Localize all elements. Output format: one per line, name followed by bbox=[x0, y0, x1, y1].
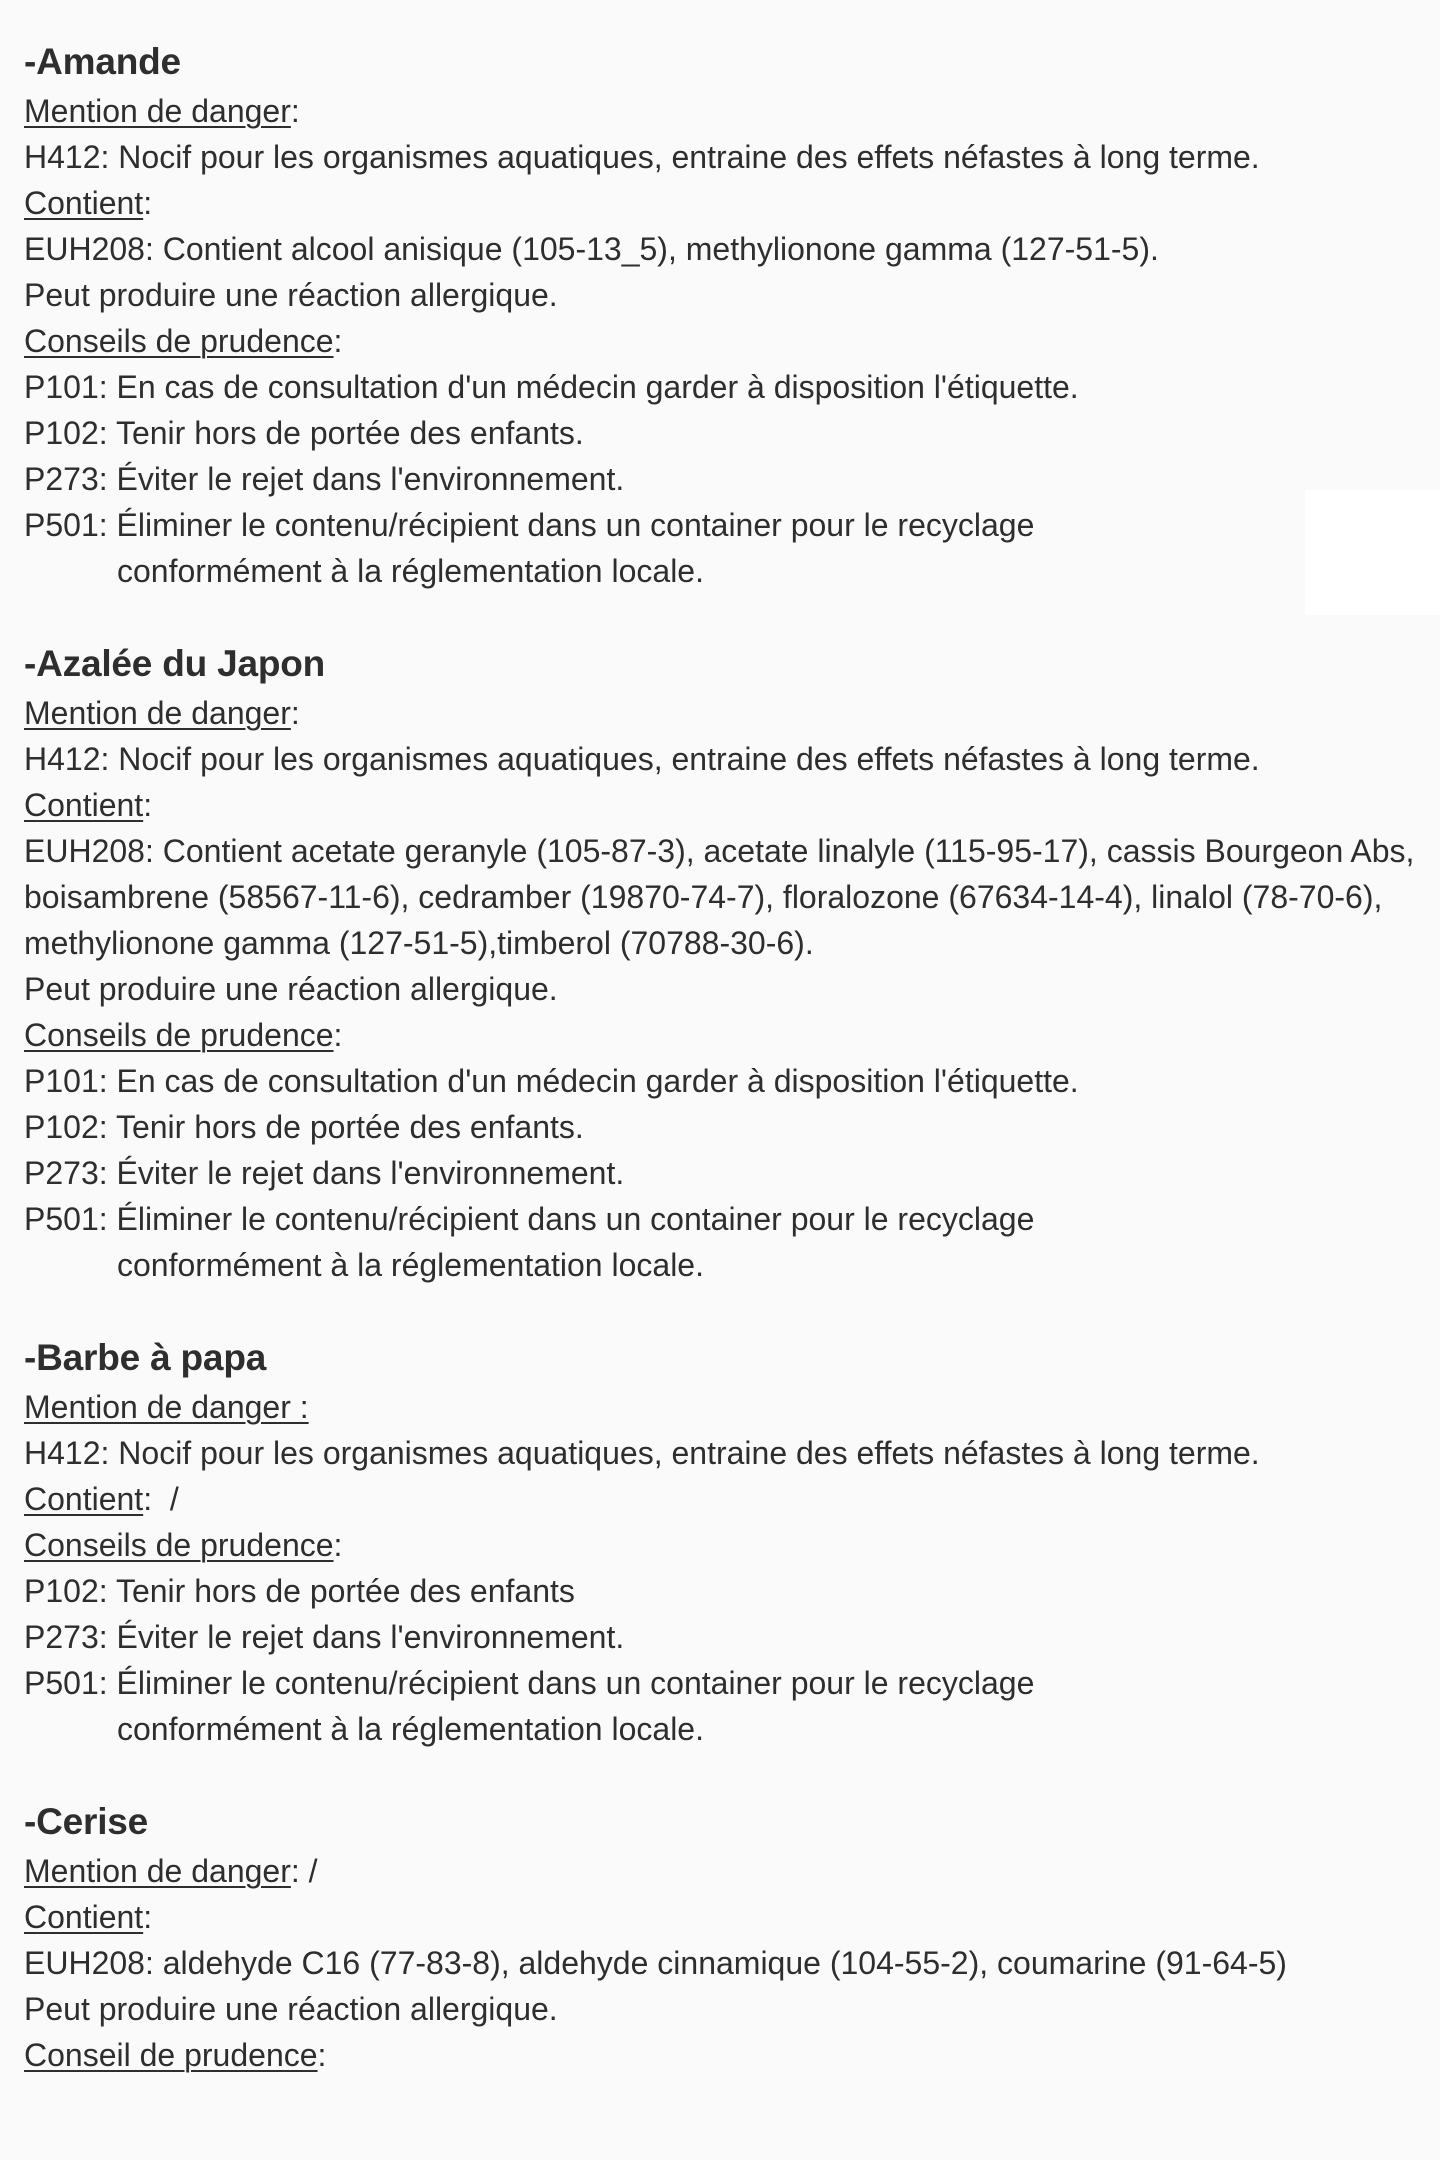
section-title: -Cerise bbox=[24, 1801, 149, 1842]
advice-p101: P101: En cas de consultation d'un médecin garder à disposition l'étiquette. bbox=[24, 1063, 1079, 1099]
advice-p501: P501: Éliminer le contenu/récipient dans un container pour le recyclage bbox=[24, 1665, 1035, 1701]
contains-heading bbox=[24, 1476, 1424, 1522]
safety-document bbox=[24, 38, 1424, 2124]
contains-suffix: : bbox=[143, 185, 153, 221]
section-title: -Azalée du Japon bbox=[24, 643, 326, 684]
advice-label: Conseil de prudence bbox=[24, 2037, 318, 2073]
advice-p501: P501: Éliminer le contenu/récipient dans un container pour le recyclage bbox=[24, 1201, 1035, 1237]
advice-heading bbox=[24, 2032, 1424, 2078]
advice-p501: P501: Éliminer le contenu/récipient dans un container pour le recyclage bbox=[24, 507, 1035, 543]
advice-suffix: : bbox=[333, 323, 343, 359]
danger-label: Mention de danger bbox=[24, 695, 291, 731]
section-title: -Amande bbox=[24, 41, 181, 82]
contains-suffix: : bbox=[143, 1899, 153, 1935]
advice-p273: P273: Éviter le rejet dans l'environnement. bbox=[24, 1155, 625, 1191]
advice-p273: P273: Éviter le rejet dans l'environnement. bbox=[24, 461, 625, 497]
advice-label: Conseils de prudence bbox=[24, 1017, 334, 1053]
danger-heading bbox=[24, 1848, 1424, 1894]
advice-label: Conseils de prudence bbox=[24, 1527, 334, 1563]
contains-text: EUH208: Contient alcool anisique (105-13_5), methylionone gamma (127-51-5). bbox=[24, 231, 1159, 267]
advice-p102: P102: Tenir hors de portée des enfants bbox=[24, 1573, 575, 1609]
advice-p101: P101: En cas de consultation d'un médecin garder à disposition l'étiquette. bbox=[24, 369, 1079, 405]
danger-label: Mention de danger bbox=[24, 93, 291, 129]
contains-label: Contient bbox=[24, 787, 144, 823]
advice-suffix: : bbox=[317, 2037, 327, 2073]
contains-heading bbox=[24, 782, 1424, 828]
danger-line: H412: Nocif pour les organismes aquatiques, entraine des effets néfastes à long terme. bbox=[24, 139, 1260, 175]
section-cerise bbox=[24, 1798, 1424, 2078]
advice-suffix: : bbox=[333, 1527, 343, 1563]
allergy-text: Peut produire une réaction allergique. bbox=[24, 1991, 558, 2027]
danger-heading bbox=[24, 1384, 1424, 1430]
danger-line: H412: Nocif pour les organismes aquatiques, entraine des effets néfastes à long terme. bbox=[24, 741, 1260, 777]
advice-p102: P102: Tenir hors de portée des enfants. bbox=[24, 1109, 584, 1145]
advice-label: Conseils de prudence bbox=[24, 323, 334, 359]
section-barbe-a-papa bbox=[24, 1334, 1424, 1752]
advice-continuation: conformément à la réglementation locale. bbox=[117, 1711, 704, 1747]
danger-heading bbox=[24, 690, 1424, 736]
danger-suffix: : / bbox=[290, 1853, 318, 1889]
advice-heading bbox=[24, 318, 1424, 364]
advice-p102: P102: Tenir hors de portée des enfants. bbox=[24, 415, 584, 451]
danger-line: H412: Nocif pour les organismes aquatiques, entraine des effets néfastes à long terme. bbox=[24, 1435, 1260, 1471]
section-azalee-du-japon bbox=[24, 640, 1424, 1288]
danger-label: Mention de danger bbox=[24, 1853, 291, 1889]
section-amande bbox=[24, 38, 1424, 594]
section-title: -Barbe à papa bbox=[24, 1337, 267, 1378]
danger-heading bbox=[24, 88, 1424, 134]
allergy-text: Peut produire une réaction allergique. bbox=[24, 971, 558, 1007]
contains-suffix: : bbox=[143, 787, 153, 823]
contains-suffix: : / bbox=[143, 1481, 179, 1517]
contains-label: Contient bbox=[24, 1481, 144, 1517]
contains-label: Contient bbox=[24, 1899, 144, 1935]
danger-label: Mention de danger : bbox=[24, 1389, 309, 1425]
danger-suffix: : bbox=[290, 695, 300, 731]
advice-continuation: conformément à la réglementation locale. bbox=[117, 1247, 704, 1283]
allergy-text: Peut produire une réaction allergique. bbox=[24, 277, 558, 313]
advice-p273: P273: Éviter le rejet dans l'environnement. bbox=[24, 1619, 625, 1655]
contains-label: Contient bbox=[24, 185, 144, 221]
advice-heading bbox=[24, 1012, 1424, 1058]
advice-heading bbox=[24, 1522, 1424, 1568]
contains-heading bbox=[24, 1894, 1424, 1940]
danger-suffix: : bbox=[290, 93, 300, 129]
contains-text: EUH208: Contient acetate geranyle (105-87-3), acetate linalyle (115-95-17), cassis Bourgeon Abs, boisambrene (58567-11-6), cedramber (19870-74-7), floralozone (67634-14-4), linalol (78-70-6), methylionone gamma (127-51-5),timberol (70788-30-6). bbox=[24, 833, 1415, 961]
contains-heading bbox=[24, 180, 1424, 226]
advice-continuation: conformément à la réglementation locale. bbox=[117, 553, 704, 589]
advice-suffix: : bbox=[333, 1017, 343, 1053]
contains-text: EUH208: aldehyde C16 (77-83-8), aldehyde cinnamique (104-55-2), coumarine (91-64-5) bbox=[24, 1945, 1287, 1981]
